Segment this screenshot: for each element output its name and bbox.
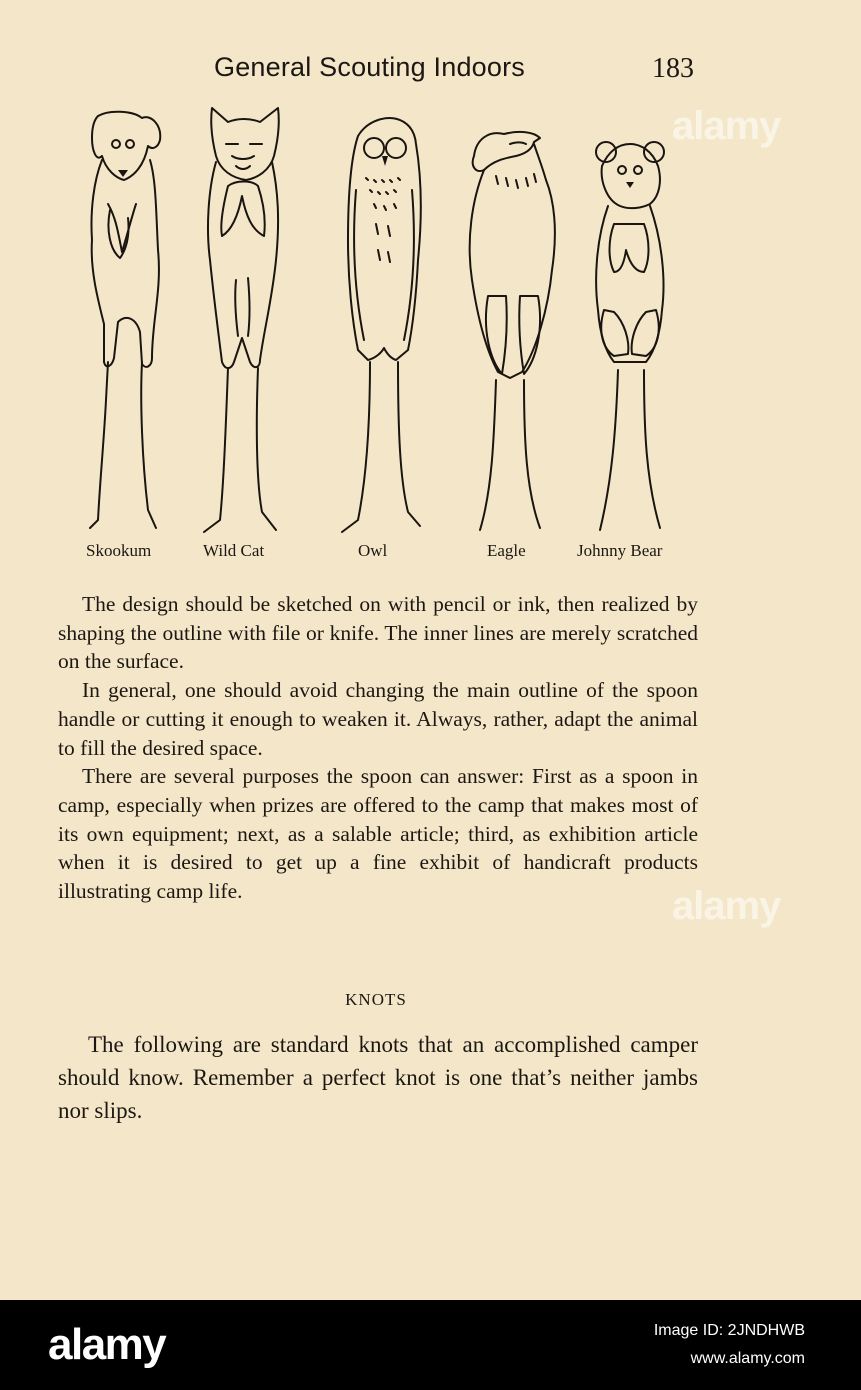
eagle-spoon-drawing (470, 132, 555, 530)
caption-eagle: Eagle (487, 541, 526, 560)
johnny-bear-spoon-drawing (596, 142, 664, 530)
spoon-handle-illustrations (70, 100, 710, 540)
knots-paragraph: The following are standard knots that an accomplished camper should know. Remember a perfect knot is one that’s neither jambs nor slips. (58, 1032, 698, 1123)
body-text (58, 590, 698, 906)
skookum-spoon-drawing (90, 112, 160, 528)
watermark-mid-right: alamy (672, 884, 781, 928)
footer-bar (0, 1300, 861, 1390)
page-number: 183 (652, 53, 694, 84)
caption-wild-cat: Wild Cat (203, 541, 265, 560)
wild-cat-spoon-drawing (204, 108, 279, 532)
section-heading-knots: KNOTS (345, 990, 407, 1009)
running-head (0, 52, 861, 92)
paragraph-1: The design should be sketched on with pencil or ink, then realized by shaping the outline with file or knife. The inner lines are merely scratched on the surface. (58, 592, 698, 674)
paragraph-3: There are several purposes the spoon can answer: First as a spoon in camp, especially when prizes are offered to the camp that makes most of its own equipment; next, as a salable article; third, as exhibition article when it is desired to get up a fine exhibit of handicraft products illustrating camp life. (58, 764, 698, 904)
footer-url: www.alamy.com (690, 1350, 805, 1367)
alamy-logo: alamy (48, 1320, 166, 1369)
caption-owl: Owl (358, 541, 388, 560)
image-id: Image ID: 2JNDHWB (653, 1322, 805, 1339)
watermark-top-right: alamy (672, 104, 781, 148)
spoon-carvings-drawing (70, 100, 710, 540)
knots-intro (58, 1028, 698, 1127)
running-title: General Scouting Indoors (214, 52, 525, 82)
caption-johnny-bear: Johnny Bear (577, 541, 663, 560)
caption-skookum: Skookum (86, 541, 152, 560)
figure-captions (0, 541, 861, 567)
owl-spoon-drawing (342, 118, 421, 532)
paragraph-2: In general, one should avoid changing the main outline of the spoon handle or cutting it enough to weaken it. Always, rather, adapt the animal to fill the desired space. (58, 678, 698, 760)
